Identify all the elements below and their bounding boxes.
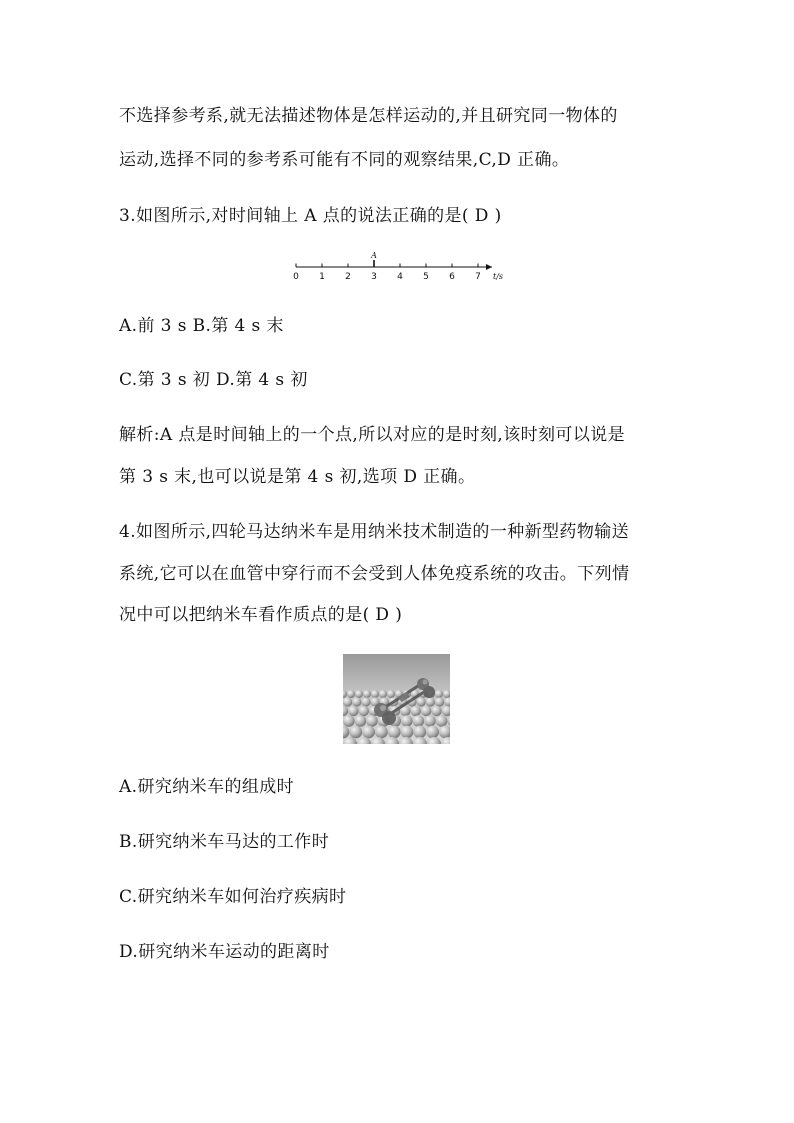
timeline-tick-label: 1 (319, 272, 325, 282)
question-4-stem-line: 况中可以把纳米车看作质点的是( D ) (119, 605, 403, 625)
timeline-tick-label: 5 (423, 272, 429, 282)
paragraph-line: 不选择参考系,就无法描述物体是怎样运动的,并且研究同一物体的 (119, 106, 618, 126)
question-4-option-a: A.研究纳米车的组成时 (119, 777, 295, 797)
question-3-stem: 3.如图所示,对时间轴上 A 点的说法正确的是( D ) (119, 206, 502, 226)
timeline-unit-label: t/s (492, 272, 504, 281)
paragraph-line: 运动,选择不同的参考系可能有不同的观察结果,C,D 正确。 (119, 150, 570, 170)
timeline-tick-label: 4 (397, 272, 403, 282)
question-4-option-b: B.研究纳米车马达的工作时 (119, 832, 330, 852)
question-3-analysis-line: 第 3 s 末,也可以说是第 4 s 初,选项 D 正确。 (119, 467, 476, 487)
timeline-tick-label: 6 (449, 272, 455, 282)
timeline-tick-label: 3 (371, 272, 377, 282)
timeline-tick-label: 2 (345, 272, 351, 282)
timeline-tick-label: 7 (475, 272, 481, 282)
question-4-stem-line: 系统,它可以在血管中穿行而不会受到人体免疫系统的攻击。下列情 (119, 564, 630, 584)
timeline-point-label: A (371, 252, 377, 260)
timeline-tick-label: 0 (293, 272, 299, 282)
question-4-option-c: C.研究纳米车如何治疗疾病时 (119, 887, 347, 907)
nanocar-image (343, 654, 450, 744)
timeline-arrow (486, 264, 492, 270)
timeline-figure (290, 252, 504, 286)
question-4-stem-line: 4.如图所示,四轮马达纳米车是用纳米技术制造的一种新型药物输送 (119, 522, 630, 542)
question-4-option-d: D.研究纳米车运动的距离时 (119, 942, 330, 962)
question-3-options-row-2: C.第 3 s 初 D.第 4 s 初 (119, 370, 308, 390)
question-3-options-row-1: A.前 3 s B.第 4 s 末 (119, 316, 284, 336)
question-3-analysis-line: 解析:A 点是时间轴上的一个点,所以对应的是时刻,该时刻可以说是 (119, 425, 626, 445)
